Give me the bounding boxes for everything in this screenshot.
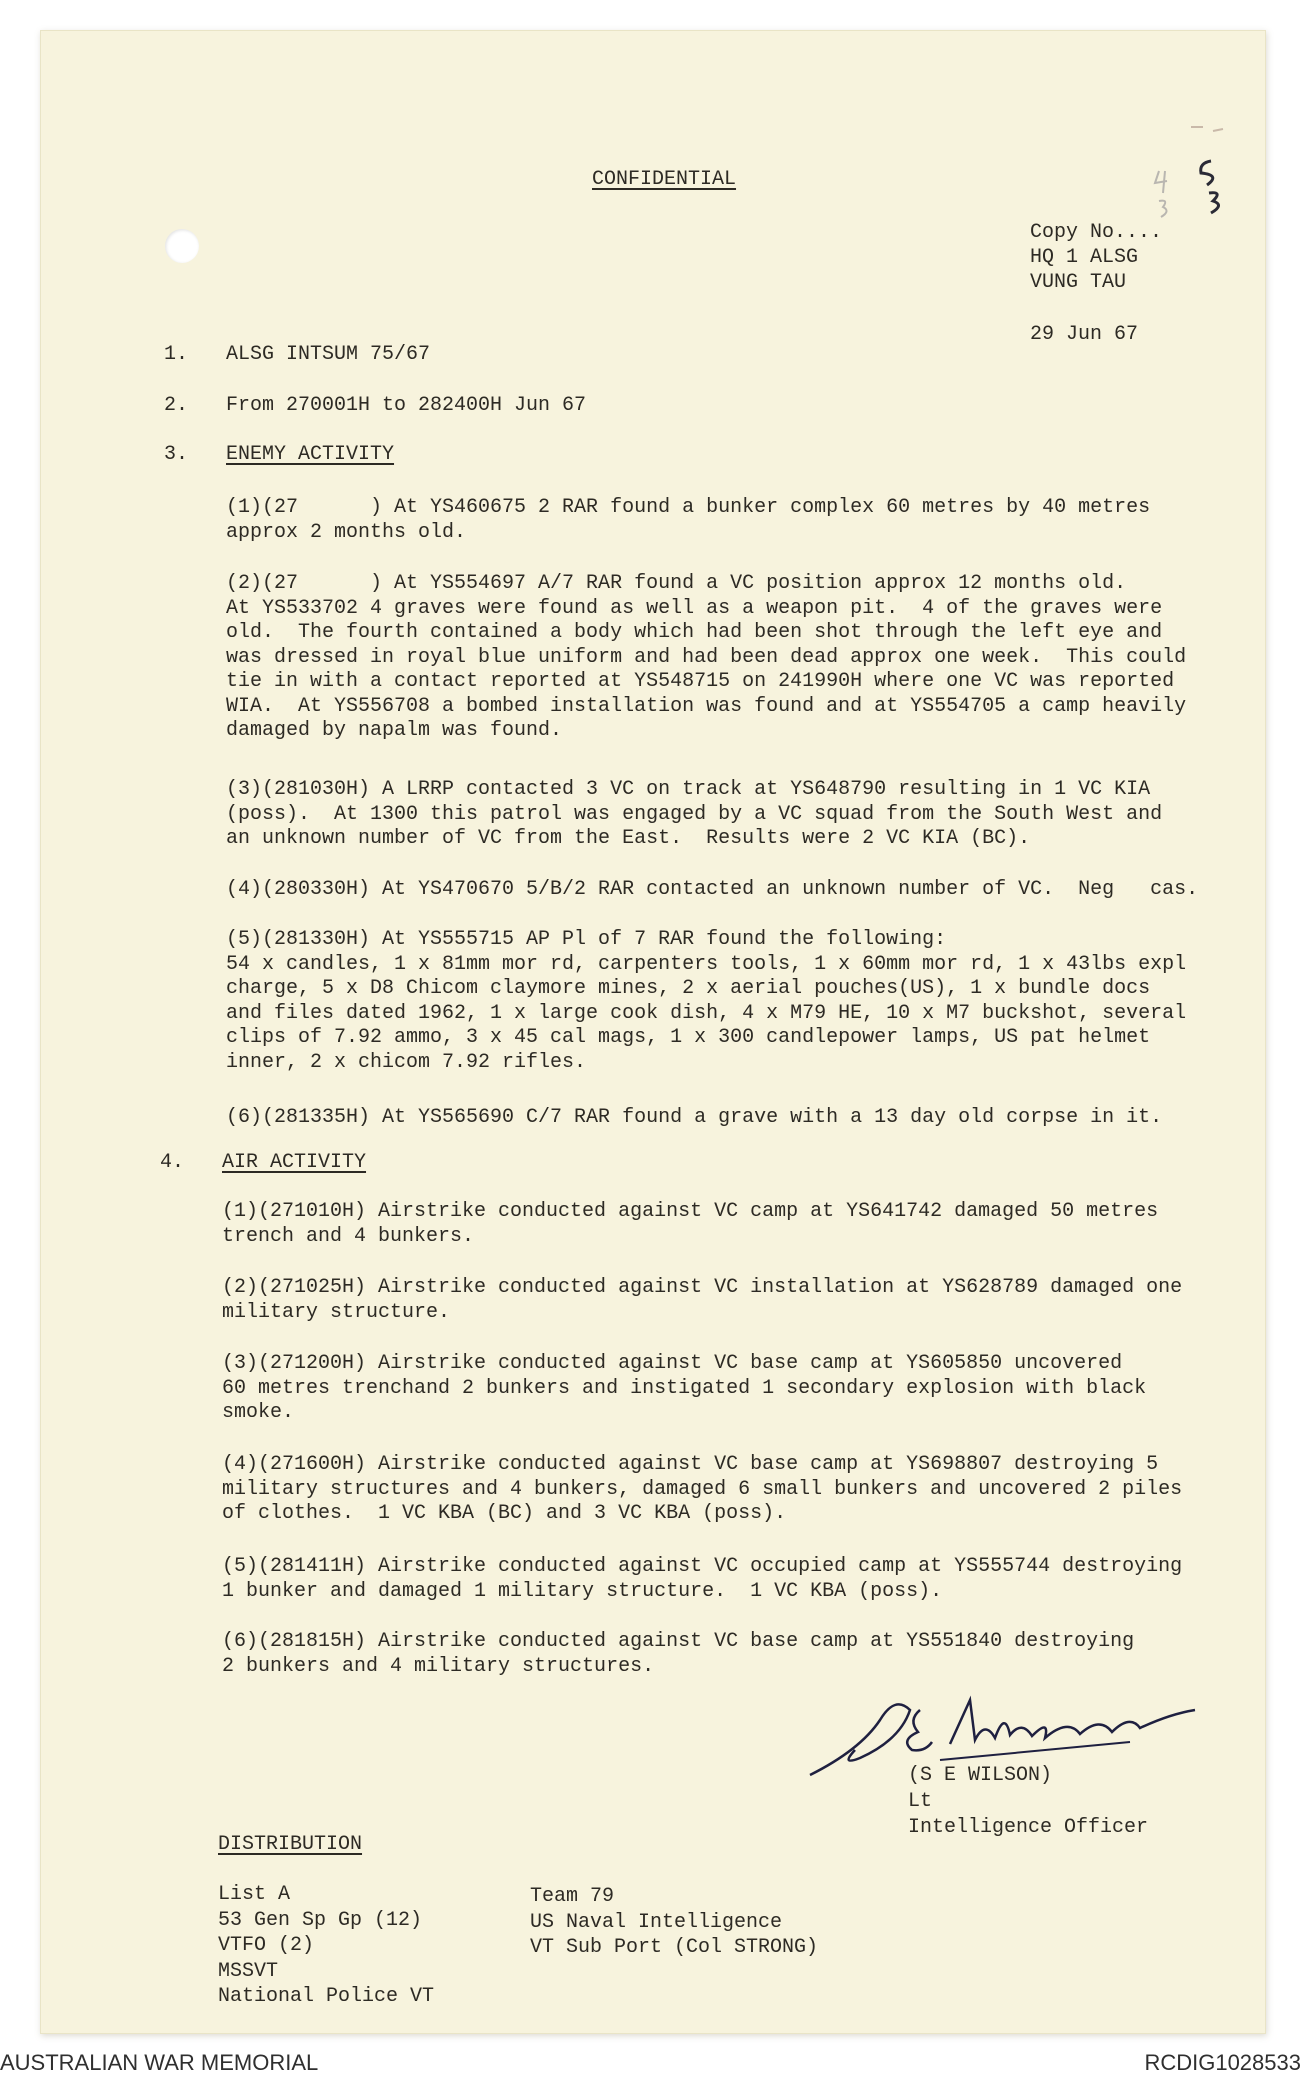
handwritten-folio-marks [1151,121,1261,231]
punch-hole [165,229,199,263]
distribution-entry: VT Sub Port (Col STRONG) [530,1936,819,1959]
air-activity-line: (5)(281411H) Airstrike conducted against VC occupied camp at YS555744 destroying [222,1555,1183,1578]
enemy-activity-line: clips of 7.92 ammo, 3 x 45 cal mags, 1 x 300 candlepower lamps, US pat helmet [226,1026,1151,1049]
distribution-entry: US Naval Intelligence [530,1910,783,1934]
air-activity-line: of clothes. 1 VC KBA (BC) and 3 VC KBA (poss). [222,1502,787,1525]
footer-archive-name: AUSTRALIAN WAR MEMORIAL [0,2050,319,2075]
enemy-activity-line: old. The fourth contained a body which had been shot through the left eye and [226,621,1163,644]
document-date: 29 Jun 67 [1030,323,1139,346]
air-activity-line: (4)(271600H) Airstrike conducted against VC base camp at YS698807 destroying 5 [222,1453,1159,1476]
item-number: 3. [164,443,189,466]
section-heading-enemy-activity: ENEMY ACTIVITY [226,443,395,466]
item-number: 1. [164,343,189,366]
unit-name: HQ 1 ALSG [1030,246,1139,269]
air-activity-line: 60 metres trenchand 2 bunkers and instigated 1 secondary explosion with black [222,1376,1147,1400]
enemy-activity-line: and files dated 1962, 1 x large cook dish, 4 x M79 HE, 10 x M7 buckshot, several [226,1001,1187,1025]
enemy-activity-line: was dressed in royal blue uniform and had been dead approx one week. This could [226,645,1187,669]
distribution-entry: National Police VT [218,1985,435,2008]
section-heading-air-activity: AIR ACTIVITY [222,1151,367,1174]
air-activity-line: (2)(271025H) Airstrike conducted against VC installation at YS628789 damaged one [222,1276,1183,1299]
air-activity-line: 2 bunkers and 4 military structures. [222,1654,655,1678]
enemy-activity-line: (1)(27 ) At YS460675 2 RAR found a bunker complex 60 metres by 40 metres [226,496,1151,519]
reporting-period: From 270001H to 282400H Jun 67 [226,394,587,417]
enemy-activity-line: At YS533702 4 graves were found as well as a weapon pit. 4 of the graves were [226,596,1163,620]
distribution-entry: Team 79 [530,1885,615,1908]
air-activity-line: (3)(271200H) Airstrike conducted against VC base camp at YS605850 uncovered [222,1352,1123,1375]
footer-catalog-id: RCDIG1028533 [1144,2050,1301,2075]
enemy-activity-line: (6)(281335H) At YS565690 C/7 RAR found a grave with a 13 day old corpse in it. [226,1106,1163,1129]
intsum-reference: ALSG INTSUM 75/67 [226,343,431,366]
air-activity-line: (1)(271010H) Airstrike conducted against VC camp at YS641742 damaged 50 metres [222,1200,1159,1223]
signatory-title: Intelligence Officer [908,1816,1149,1839]
enemy-activity-line: 54 x candles, 1 x 81mm mor rd, carpenters tools, 1 x 60mm mor rd, 1 x 43lbs expl [226,952,1187,976]
distribution-entry: MSSVT [218,1959,279,1983]
signatory-rank: Lt [908,1790,933,1813]
distribution-entry: List A [218,1883,291,1906]
distribution-heading: DISTRIBUTION [218,1833,363,1856]
enemy-activity-line: (poss). At 1300 this patrol was engaged by a VC squad from the South West and [226,802,1163,826]
enemy-activity-line: (4)(280330H) At YS470670 5/B/2 RAR contacted an unknown number of VC. Neg cas. [226,878,1199,901]
enemy-activity-line: an unknown number of VC from the East. Results were 2 VC KIA (BC). [226,827,1031,850]
air-activity-line: smoke. [222,1401,295,1424]
copy-number: Copy No.... [1030,221,1163,244]
enemy-activity-line: inner, 2 x chicom 7.92 rifles. [226,1050,587,1074]
air-activity-line: military structures and 4 bunkers, damaged 6 small bunkers and uncovered 2 piles [222,1477,1183,1501]
signatory-name: (S E WILSON) [908,1764,1053,1787]
air-activity-line: trench and 4 bunkers. [222,1224,475,1248]
enemy-activity-line: approx 2 months old. [226,520,467,544]
enemy-activity-line: WIA. At YS556708 a bombed installation was found and at YS554705 a camp heavily [226,694,1187,718]
enemy-activity-line: (2)(27 ) At YS554697 A/7 RAR found a VC position approx 12 months old. [226,572,1127,595]
classification-header: CONFIDENTIAL [592,168,737,191]
enemy-activity-line: damaged by napalm was found. [226,719,563,742]
distribution-entry: VTFO (2) [218,1934,315,1957]
item-number: 4. [160,1151,185,1174]
enemy-activity-line: tie in with a contact reported at YS548715 on 241990H where one VC was reported [226,670,1175,693]
location: VUNG TAU [1030,271,1127,294]
air-activity-line: (6)(281815H) Airstrike conducted against VC base camp at YS551840 destroying [222,1630,1135,1653]
enemy-activity-line: (3)(281030H) A LRRP contacted 3 VC on track at YS648790 resulting in 1 VC KIA [226,778,1151,801]
air-activity-line: military structure. [222,1300,451,1324]
item-number: 2. [164,394,189,417]
enemy-activity-line: charge, 5 x D8 Chicom claymore mines, 2 x aerial pouches(US), 1 x bundle docs [226,977,1151,1000]
air-activity-line: 1 bunker and damaged 1 military structure. 1 VC KBA (poss). [222,1579,943,1603]
enemy-activity-line: (5)(281330H) At YS555715 AP Pl of 7 RAR found the following: [226,928,947,951]
distribution-entry: 53 Gen Sp Gp (12) [218,1908,423,1932]
